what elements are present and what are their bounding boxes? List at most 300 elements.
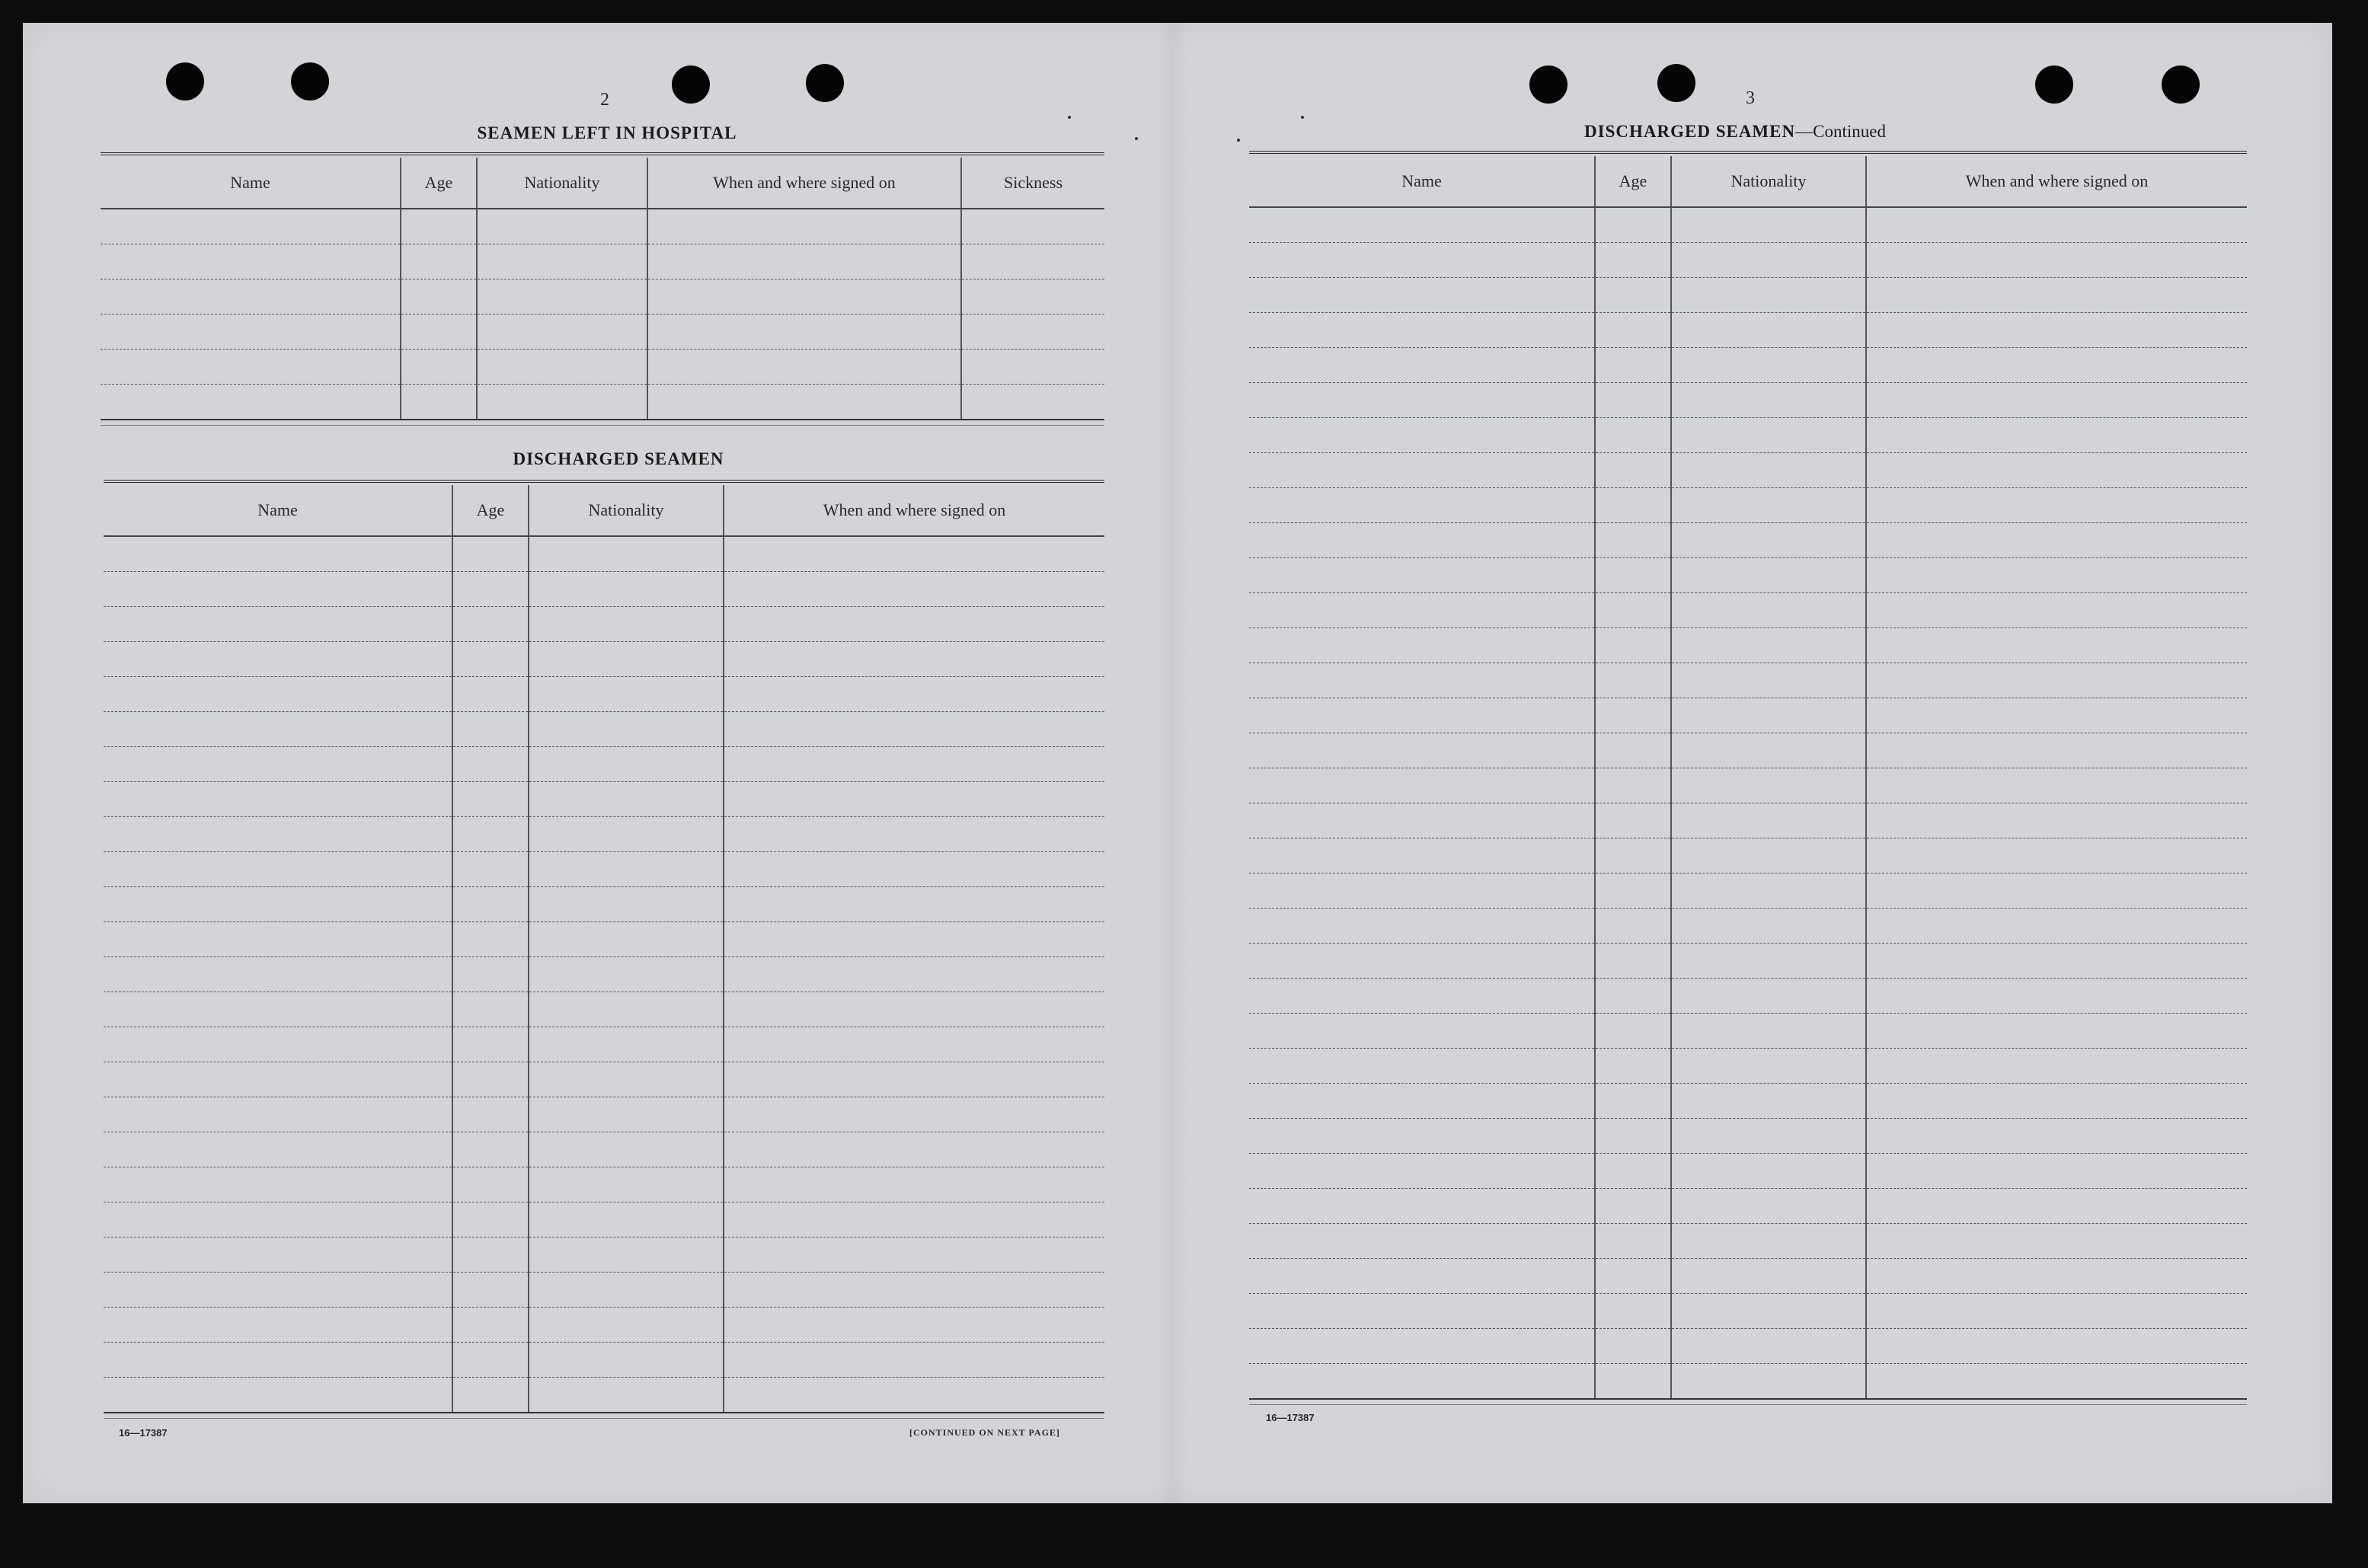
table-cell[interactable] bbox=[529, 1377, 724, 1412]
table-cell[interactable] bbox=[104, 711, 452, 746]
table-cell[interactable] bbox=[452, 1307, 529, 1342]
table-cell[interactable] bbox=[1866, 1083, 2247, 1118]
table-cell[interactable] bbox=[101, 349, 401, 384]
table-cell[interactable] bbox=[1671, 663, 1866, 698]
table-cell[interactable] bbox=[1595, 803, 1671, 838]
table-cell[interactable] bbox=[1595, 1153, 1671, 1188]
table-cell[interactable] bbox=[1595, 1258, 1671, 1293]
table-cell[interactable] bbox=[1249, 978, 1595, 1013]
table-row bbox=[1249, 312, 2247, 347]
table-row bbox=[1249, 978, 2247, 1013]
table-cell[interactable] bbox=[1249, 1293, 1595, 1328]
table-cell[interactable] bbox=[1249, 1258, 1595, 1293]
table-cell[interactable] bbox=[1866, 1363, 2247, 1398]
table-cell[interactable] bbox=[724, 606, 1104, 641]
table-cell[interactable] bbox=[104, 1027, 452, 1062]
table-cell[interactable] bbox=[452, 711, 529, 746]
table-cell[interactable] bbox=[104, 571, 452, 606]
table-cell[interactable] bbox=[477, 384, 647, 419]
table-cell[interactable] bbox=[1249, 1188, 1595, 1223]
table-cell[interactable] bbox=[961, 349, 1104, 384]
table-cell[interactable] bbox=[477, 314, 647, 349]
table-cell[interactable] bbox=[1249, 347, 1595, 382]
table-cell[interactable] bbox=[101, 384, 401, 419]
table-row bbox=[104, 711, 1104, 746]
table-cell[interactable] bbox=[1671, 557, 1866, 592]
table-cell[interactable] bbox=[1595, 908, 1671, 943]
table-cell[interactable] bbox=[1595, 733, 1671, 768]
table-cell[interactable] bbox=[477, 209, 647, 244]
table-cell[interactable] bbox=[1671, 733, 1866, 768]
table-cell[interactable] bbox=[1595, 382, 1671, 417]
table-cell[interactable] bbox=[452, 606, 529, 641]
table-cell[interactable] bbox=[452, 851, 529, 886]
table-cell[interactable] bbox=[1671, 978, 1866, 1013]
table-cell[interactable] bbox=[529, 711, 724, 746]
table-row bbox=[104, 536, 1104, 571]
table-cell[interactable] bbox=[1595, 312, 1671, 347]
table-cell[interactable] bbox=[1249, 1223, 1595, 1258]
table-cell[interactable] bbox=[104, 781, 452, 816]
table-cell[interactable] bbox=[1866, 1153, 2247, 1188]
table-cell[interactable] bbox=[452, 816, 529, 851]
table-cell[interactable] bbox=[724, 1202, 1104, 1237]
table-cell[interactable] bbox=[452, 1132, 529, 1167]
table-cell[interactable] bbox=[1671, 207, 1866, 242]
table-cell[interactable] bbox=[1866, 1293, 2247, 1328]
table-cell[interactable] bbox=[104, 606, 452, 641]
table-cell[interactable] bbox=[1671, 1258, 1866, 1293]
table-cell[interactable] bbox=[1249, 628, 1595, 663]
table-cell[interactable] bbox=[1671, 1048, 1866, 1083]
table-cell[interactable] bbox=[1866, 873, 2247, 908]
table-cell[interactable] bbox=[1249, 768, 1595, 803]
table-cell[interactable] bbox=[724, 571, 1104, 606]
punch-hole bbox=[1657, 64, 1695, 102]
table-cell[interactable] bbox=[104, 886, 452, 921]
table-cell[interactable] bbox=[1866, 908, 2247, 943]
table-cell[interactable] bbox=[104, 956, 452, 992]
table-cell[interactable] bbox=[1866, 382, 2247, 417]
table-cell[interactable] bbox=[1249, 452, 1595, 487]
table-cell[interactable] bbox=[104, 1132, 452, 1167]
table-cell[interactable] bbox=[724, 1307, 1104, 1342]
table-cell[interactable] bbox=[1671, 628, 1866, 663]
table-cell[interactable] bbox=[647, 314, 961, 349]
table-cell[interactable] bbox=[1866, 207, 2247, 242]
table-cell[interactable] bbox=[1249, 277, 1595, 312]
table-cell[interactable] bbox=[452, 1377, 529, 1412]
table-cell[interactable] bbox=[1671, 522, 1866, 557]
table-cell[interactable] bbox=[1249, 838, 1595, 873]
discharged-continued-suffix: —Continued bbox=[1795, 122, 1886, 141]
table-cell[interactable] bbox=[1671, 1363, 1866, 1398]
table-cell[interactable] bbox=[104, 1097, 452, 1132]
table-cell[interactable] bbox=[1249, 382, 1595, 417]
table-cell[interactable] bbox=[1595, 1363, 1671, 1398]
table-cell[interactable] bbox=[1595, 768, 1671, 803]
table-cell[interactable] bbox=[1866, 417, 2247, 452]
table-cell[interactable] bbox=[1249, 1363, 1595, 1398]
table-cell[interactable] bbox=[104, 641, 452, 676]
table-cell[interactable] bbox=[724, 1132, 1104, 1167]
table-cell[interactable] bbox=[1671, 943, 1866, 978]
table-cell[interactable] bbox=[1866, 1048, 2247, 1083]
table-cell[interactable] bbox=[1595, 943, 1671, 978]
table-cell[interactable] bbox=[104, 536, 452, 571]
table-cell[interactable] bbox=[1671, 347, 1866, 382]
table-cell[interactable] bbox=[1249, 417, 1595, 452]
table-cell[interactable] bbox=[1866, 1223, 2247, 1258]
table-cell[interactable] bbox=[529, 1342, 724, 1377]
table-cell[interactable] bbox=[104, 816, 452, 851]
table-cell[interactable] bbox=[724, 641, 1104, 676]
table-cell[interactable] bbox=[104, 1202, 452, 1237]
table-cell[interactable] bbox=[1866, 1118, 2247, 1153]
table-cell[interactable] bbox=[961, 384, 1104, 419]
table-row bbox=[1249, 663, 2247, 698]
table-cell[interactable] bbox=[961, 209, 1104, 244]
table-cell[interactable] bbox=[452, 992, 529, 1027]
table-cell[interactable] bbox=[1249, 698, 1595, 733]
table-cell[interactable] bbox=[1671, 277, 1866, 312]
table-cell[interactable] bbox=[1595, 628, 1671, 663]
table-cell[interactable] bbox=[477, 279, 647, 314]
table-cell[interactable] bbox=[1866, 1328, 2247, 1363]
table-cell[interactable] bbox=[529, 781, 724, 816]
table-cell[interactable] bbox=[1595, 1083, 1671, 1118]
table-cell[interactable] bbox=[1671, 1083, 1866, 1118]
table-cell[interactable] bbox=[1249, 242, 1595, 277]
punch-hole bbox=[2035, 65, 2073, 104]
table-cell[interactable] bbox=[452, 1202, 529, 1237]
table-cell[interactable] bbox=[1595, 207, 1671, 242]
table-cell[interactable] bbox=[104, 992, 452, 1027]
table-cell[interactable] bbox=[1866, 1013, 2247, 1048]
table-cell[interactable] bbox=[1595, 978, 1671, 1013]
table-cell[interactable] bbox=[1595, 1293, 1671, 1328]
table-cell[interactable] bbox=[401, 209, 477, 244]
table-cell[interactable] bbox=[1249, 207, 1595, 242]
table-cell[interactable] bbox=[1671, 1293, 1866, 1328]
table-cell[interactable] bbox=[1866, 242, 2247, 277]
table-cell[interactable] bbox=[1249, 1153, 1595, 1188]
table-cell[interactable] bbox=[452, 781, 529, 816]
table-cell[interactable] bbox=[1671, 417, 1866, 452]
table-cell[interactable] bbox=[724, 1167, 1104, 1202]
column-header-sickness: Sickness bbox=[961, 158, 1104, 209]
table-cell[interactable] bbox=[724, 1237, 1104, 1272]
table-cell[interactable] bbox=[529, 956, 724, 992]
table-cell[interactable] bbox=[452, 1272, 529, 1307]
table-cell[interactable] bbox=[1671, 1153, 1866, 1188]
table-cell[interactable] bbox=[1595, 452, 1671, 487]
table-cell[interactable] bbox=[724, 711, 1104, 746]
table-cell[interactable] bbox=[1866, 768, 2247, 803]
table-cell[interactable] bbox=[477, 244, 647, 279]
table-cell[interactable] bbox=[1671, 908, 1866, 943]
table-cell[interactable] bbox=[452, 641, 529, 676]
table-cell[interactable] bbox=[1671, 1188, 1866, 1223]
column-header-signed-on: When and where signed on bbox=[724, 485, 1104, 536]
table-cell[interactable] bbox=[101, 314, 401, 349]
table-cell[interactable] bbox=[529, 1097, 724, 1132]
table-cell[interactable] bbox=[1671, 1223, 1866, 1258]
table-cell[interactable] bbox=[452, 1027, 529, 1062]
table-row bbox=[1249, 277, 2247, 312]
table-cell[interactable] bbox=[1595, 592, 1671, 628]
table-cell[interactable] bbox=[724, 746, 1104, 781]
table-cell[interactable] bbox=[529, 746, 724, 781]
table-cell[interactable] bbox=[1595, 1188, 1671, 1223]
table-cell[interactable] bbox=[1595, 1223, 1671, 1258]
table-cell[interactable] bbox=[1866, 522, 2247, 557]
table-cell[interactable] bbox=[1595, 698, 1671, 733]
table-cell[interactable] bbox=[529, 571, 724, 606]
table-cell[interactable] bbox=[1866, 347, 2247, 382]
table-cell[interactable] bbox=[1866, 1188, 2247, 1223]
table-cell[interactable] bbox=[104, 921, 452, 956]
table-cell[interactable] bbox=[529, 1237, 724, 1272]
table-cell[interactable] bbox=[1671, 312, 1866, 347]
table-cell[interactable] bbox=[1866, 733, 2247, 768]
speck bbox=[1301, 116, 1304, 119]
table-cell[interactable] bbox=[452, 1097, 529, 1132]
table-cell[interactable] bbox=[529, 992, 724, 1027]
table-cell[interactable] bbox=[104, 1272, 452, 1307]
table-cell[interactable] bbox=[401, 349, 477, 384]
table-cell[interactable] bbox=[1866, 978, 2247, 1013]
table-cell[interactable] bbox=[1249, 522, 1595, 557]
table-cell[interactable] bbox=[724, 1377, 1104, 1412]
table-cell[interactable] bbox=[452, 956, 529, 992]
table-row bbox=[104, 851, 1104, 886]
table-cell[interactable] bbox=[647, 209, 961, 244]
table-cell[interactable] bbox=[1866, 663, 2247, 698]
table-cell[interactable] bbox=[1595, 663, 1671, 698]
table-cell[interactable] bbox=[1249, 487, 1595, 522]
table-cell[interactable] bbox=[452, 746, 529, 781]
table-cell[interactable] bbox=[1595, 242, 1671, 277]
table-cell[interactable] bbox=[1866, 1258, 2247, 1293]
table-cell[interactable] bbox=[647, 244, 961, 279]
hospital-form bbox=[101, 152, 1104, 426]
table-cell[interactable] bbox=[452, 1237, 529, 1272]
table-cell[interactable] bbox=[452, 676, 529, 711]
table-cell[interactable] bbox=[1249, 943, 1595, 978]
table-cell[interactable] bbox=[724, 1097, 1104, 1132]
table-cell[interactable] bbox=[1249, 1083, 1595, 1118]
table-cell[interactable] bbox=[1866, 312, 2247, 347]
table-row bbox=[1249, 1188, 2247, 1223]
table-cell[interactable] bbox=[1595, 838, 1671, 873]
table-cell[interactable] bbox=[1249, 312, 1595, 347]
table-cell[interactable] bbox=[1595, 1048, 1671, 1083]
table-cell[interactable] bbox=[529, 1272, 724, 1307]
table-cell[interactable] bbox=[1249, 557, 1595, 592]
table-cell[interactable] bbox=[647, 279, 961, 314]
table-cell[interactable] bbox=[724, 956, 1104, 992]
discharged-form-right bbox=[1249, 151, 2247, 1405]
table-cell[interactable] bbox=[452, 1167, 529, 1202]
table-cell[interactable] bbox=[961, 244, 1104, 279]
table-cell[interactable] bbox=[724, 781, 1104, 816]
table-cell[interactable] bbox=[1866, 277, 2247, 312]
table-cell[interactable] bbox=[1249, 592, 1595, 628]
table-cell[interactable] bbox=[529, 1132, 724, 1167]
table-cell[interactable] bbox=[1866, 487, 2247, 522]
table-cell[interactable] bbox=[1671, 242, 1866, 277]
table-cell[interactable] bbox=[529, 816, 724, 851]
discharged-continued-table-body bbox=[1249, 207, 2247, 1398]
table-row bbox=[104, 641, 1104, 676]
table-cell[interactable] bbox=[724, 536, 1104, 571]
punch-hole bbox=[672, 65, 710, 104]
table-cell[interactable] bbox=[104, 746, 452, 781]
table-cell[interactable] bbox=[1866, 838, 2247, 873]
table-cell[interactable] bbox=[104, 1377, 452, 1412]
table-cell[interactable] bbox=[724, 921, 1104, 956]
table-cell[interactable] bbox=[1671, 838, 1866, 873]
table-row bbox=[104, 992, 1104, 1027]
table-cell[interactable] bbox=[1866, 628, 2247, 663]
table-cell[interactable] bbox=[104, 851, 452, 886]
table-cell[interactable] bbox=[1595, 873, 1671, 908]
table-cell[interactable] bbox=[1249, 1048, 1595, 1083]
table-row bbox=[104, 781, 1104, 816]
table-cell[interactable] bbox=[724, 992, 1104, 1027]
table-cell[interactable] bbox=[1671, 487, 1866, 522]
table-cell[interactable] bbox=[1249, 1328, 1595, 1363]
table-cell[interactable] bbox=[101, 244, 401, 279]
table-cell[interactable] bbox=[101, 279, 401, 314]
hospital-table-body bbox=[101, 209, 1104, 419]
table-cell[interactable] bbox=[724, 851, 1104, 886]
table-cell[interactable] bbox=[104, 676, 452, 711]
table-cell[interactable] bbox=[1671, 1118, 1866, 1153]
speck bbox=[1135, 137, 1138, 140]
table-cell[interactable] bbox=[1671, 452, 1866, 487]
table-cell[interactable] bbox=[647, 349, 961, 384]
table-cell[interactable] bbox=[1249, 1013, 1595, 1048]
hospital-table-header bbox=[101, 158, 1104, 209]
table-cell[interactable] bbox=[529, 1202, 724, 1237]
table-cell[interactable] bbox=[1595, 347, 1671, 382]
table-cell[interactable] bbox=[724, 886, 1104, 921]
table-cell[interactable] bbox=[529, 1307, 724, 1342]
table-cell[interactable] bbox=[452, 886, 529, 921]
table-cell[interactable] bbox=[452, 921, 529, 956]
table-row bbox=[1249, 592, 2247, 628]
form-bottom-rule bbox=[101, 419, 1104, 426]
table-cell[interactable] bbox=[1249, 803, 1595, 838]
table-cell[interactable] bbox=[529, 851, 724, 886]
table-cell[interactable] bbox=[104, 1062, 452, 1097]
table-cell[interactable] bbox=[452, 571, 529, 606]
table-cell[interactable] bbox=[724, 1342, 1104, 1377]
table-cell[interactable] bbox=[1671, 1013, 1866, 1048]
table-cell[interactable] bbox=[529, 1167, 724, 1202]
table-cell[interactable] bbox=[1866, 452, 2247, 487]
table-row bbox=[1249, 838, 2247, 873]
table-cell[interactable] bbox=[1595, 487, 1671, 522]
table-cell[interactable] bbox=[1595, 557, 1671, 592]
table-cell[interactable] bbox=[477, 349, 647, 384]
table-cell[interactable] bbox=[101, 209, 401, 244]
table-cell[interactable] bbox=[1866, 698, 2247, 733]
table-cell[interactable] bbox=[1595, 522, 1671, 557]
table-cell[interactable] bbox=[1671, 803, 1866, 838]
table-cell[interactable] bbox=[1671, 1328, 1866, 1363]
table-cell[interactable] bbox=[1671, 382, 1866, 417]
table-row bbox=[1249, 803, 2247, 838]
table-row bbox=[104, 1062, 1104, 1097]
table-cell[interactable] bbox=[1866, 943, 2247, 978]
table-cell[interactable] bbox=[529, 536, 724, 571]
table-cell[interactable] bbox=[1671, 873, 1866, 908]
table-cell[interactable] bbox=[529, 886, 724, 921]
table-cell[interactable] bbox=[1866, 803, 2247, 838]
table-cell[interactable] bbox=[1595, 1013, 1671, 1048]
table-cell[interactable] bbox=[1249, 733, 1595, 768]
table-cell[interactable] bbox=[529, 1062, 724, 1097]
table-cell[interactable] bbox=[1249, 1118, 1595, 1153]
table-cell[interactable] bbox=[1595, 1118, 1671, 1153]
table-cell[interactable] bbox=[104, 1342, 452, 1377]
table-cell[interactable] bbox=[1671, 592, 1866, 628]
table-cell[interactable] bbox=[1595, 417, 1671, 452]
table-cell[interactable] bbox=[724, 1027, 1104, 1062]
table-cell[interactable] bbox=[961, 314, 1104, 349]
table-cell[interactable] bbox=[1249, 873, 1595, 908]
table-cell[interactable] bbox=[724, 1272, 1104, 1307]
table-cell[interactable] bbox=[724, 1062, 1104, 1097]
table-cell[interactable] bbox=[529, 1027, 724, 1062]
table-cell[interactable] bbox=[401, 314, 477, 349]
table-cell[interactable] bbox=[529, 676, 724, 711]
table-cell[interactable] bbox=[452, 536, 529, 571]
table-row bbox=[104, 1167, 1104, 1202]
table-cell[interactable] bbox=[724, 676, 1104, 711]
table-cell[interactable] bbox=[529, 641, 724, 676]
table-cell[interactable] bbox=[1595, 277, 1671, 312]
table-cell[interactable] bbox=[724, 816, 1104, 851]
table-cell[interactable] bbox=[1249, 663, 1595, 698]
table-cell[interactable] bbox=[401, 384, 477, 419]
table-cell[interactable] bbox=[1866, 592, 2247, 628]
table-cell[interactable] bbox=[452, 1342, 529, 1377]
table-cell[interactable] bbox=[1671, 698, 1866, 733]
table-row bbox=[1249, 943, 2247, 978]
column-header-signed-on: When and where signed on bbox=[647, 158, 961, 209]
table-row bbox=[1249, 557, 2247, 592]
table-cell[interactable] bbox=[647, 384, 961, 419]
table-cell[interactable] bbox=[961, 279, 1104, 314]
table-row bbox=[104, 956, 1104, 992]
table-cell[interactable] bbox=[1595, 1328, 1671, 1363]
table-cell[interactable] bbox=[104, 1237, 452, 1272]
table-cell[interactable] bbox=[1866, 557, 2247, 592]
table-cell[interactable] bbox=[452, 1062, 529, 1097]
table-cell[interactable] bbox=[401, 244, 477, 279]
table-cell[interactable] bbox=[104, 1307, 452, 1342]
table-cell[interactable] bbox=[1249, 908, 1595, 943]
table-cell[interactable] bbox=[529, 921, 724, 956]
table-cell[interactable] bbox=[401, 279, 477, 314]
table-cell[interactable] bbox=[1671, 768, 1866, 803]
table-cell[interactable] bbox=[104, 1167, 452, 1202]
table-cell[interactable] bbox=[529, 606, 724, 641]
